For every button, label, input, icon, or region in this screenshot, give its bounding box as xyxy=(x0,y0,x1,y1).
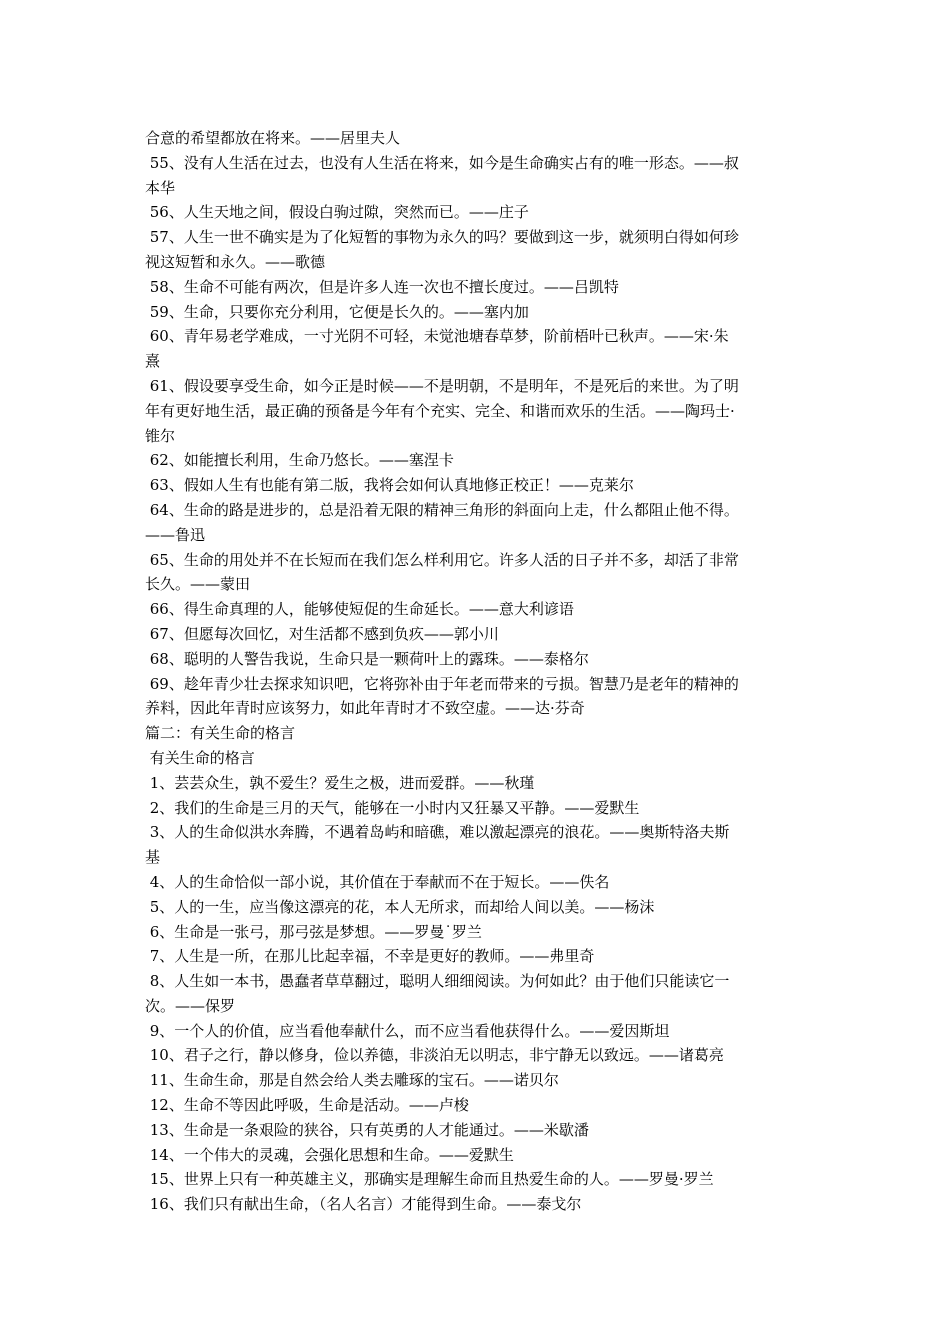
text-line: 58、生命不可能有两次，但是许多人连一次也不擅长度过。——吕凯特 xyxy=(145,277,619,296)
text-line: 年有更好地生活，最正确的预备是今年有个充实、完全、和谐而欢乐的生活。——陶玛士· xyxy=(145,401,735,420)
text-line: 63、假如人生有也能有第二版，我将会如何认真地修正校正！——克莱尔 xyxy=(145,476,634,495)
text-line: 10、君子之行，静以修身，俭以养德，非淡泊无以明志，非宁静无以致远。——诸葛亮 xyxy=(145,1046,724,1065)
text-line: 合意的希望都放在将来。——居里夫人 xyxy=(145,129,401,147)
text-line: 6、生命是一张弓，那弓弦是梦想。——罗曼˙罗兰 xyxy=(145,922,482,941)
text-line: ——鲁迅 xyxy=(145,525,206,544)
text-line: 次。——保罗 xyxy=(145,996,236,1015)
text-line: 67、但愿每次回忆，对生活都不感到负疚——郭小川 xyxy=(145,624,499,643)
text-line: 56、人生天地之间，假设白驹过隙，突然而已。——庄子 xyxy=(145,203,529,222)
subsection-heading: 有关生命的格言 xyxy=(145,748,255,767)
text-line: 基 xyxy=(145,848,161,867)
text-line: 13、生命是一条艰险的狭谷，只有英勇的人才能通过。——米歇潘 xyxy=(145,1120,589,1139)
text-line: 4、人的生命恰似一部小说，其价值在于奉献而不在于短长。——佚名 xyxy=(145,872,610,891)
text-line: 65、生命的用处并不在长短而在我们怎么样利用它。许多人活的日子并不多，却活了非常 xyxy=(145,550,739,569)
text-line: 视这短暂和永久。——歌德 xyxy=(145,252,326,271)
text-line: 60、青年易老学难成，一寸光阴不可轻，未觉池塘春草梦，阶前梧叶已秋声。——宋·朱 xyxy=(145,327,729,346)
text-line: 5、人的一生，应当像这漂亮的花，本人无所求，而却给人间以美。——杨沫 xyxy=(145,897,655,916)
text-line: 锥尔 xyxy=(145,426,176,445)
text-line: 11、生命生命，那是自然会给人类去雕琢的宝石。——诺贝尔 xyxy=(145,1071,559,1090)
document-body xyxy=(145,126,809,1217)
text-line: 69、趁年青少壮去探求知识吧，它将弥补由于年老而带来的亏损。智慧乃是老年的精神的 xyxy=(145,674,739,693)
text-line: 3、人的生命似洪水奔腾，不遇着岛屿和暗礁，难以激起漂亮的浪花。——奥斯特洛夫斯 xyxy=(145,823,730,842)
text-line: 57、人生一世不确实是为了化短暂的事物为永久的吗？要做到这一步，就须明白得如何珍 xyxy=(145,228,739,247)
text-line: 1、芸芸众生，孰不爱生？爱生之极，进而爱群。——秋瑾 xyxy=(145,773,535,792)
text-line: 9、一个人的价值，应当看他奉献什么，而不应当看他获得什么。——爱因斯坦 xyxy=(145,1021,670,1040)
text-line: 12、生命不等因此呼吸，生命是活动。——卢梭 xyxy=(145,1096,469,1115)
text-line: 长久。——蒙田 xyxy=(145,575,251,594)
text-line: 7、人生是一所，在那儿比起幸福，不幸是更好的教师。——弗里奇 xyxy=(145,947,595,966)
text-line: 64、生命的路是进步的，总是沿着无限的精神三角形的斜面向上走，什么都阻止他不得。 xyxy=(145,500,739,519)
text-line: 61、假设要享受生命，如今正是时候——不是明朝，不是明年，不是死后的来世。为了明 xyxy=(145,376,739,395)
text-line: 62、如能擅长利用，生命乃悠长。——塞涅卡 xyxy=(145,451,454,470)
text-line: 15、世界上只有一种英雄主义，那确实是理解生命而且热爱生命的人。——罗曼·罗兰 xyxy=(145,1170,714,1189)
text-line: 本华 xyxy=(145,178,176,197)
text-line: 2、我们的生命是三月的天气，能够在一小时内又狂暴又平静。——爱默生 xyxy=(145,798,640,817)
text-line: 55、没有人生活在过去，也没有人生活在将来，如今是生命确实占有的唯一形态。——叔 xyxy=(145,153,739,172)
text-line: 66、得生命真理的人，能够使短促的生命延长。——意大利谚语 xyxy=(145,600,574,619)
text-line: 14、一个伟大的灵魂，会强化思想和生命。——爱默生 xyxy=(145,1145,514,1164)
text-line: 养料，因此年青时应该努力，如此年青时才不致空虚。——达·芬奇 xyxy=(145,699,585,718)
section-heading: 篇二：有关生命的格言 xyxy=(145,724,296,743)
text-line: 59、生命，只要你充分利用，它便是长久的。——塞内加 xyxy=(145,302,529,321)
text-line: 68、聪明的人警告我说，生命只是一颗荷叶上的露珠。——泰格尔 xyxy=(145,649,589,668)
text-line: 8、人生如一本书，愚蠢者草草翻过，聪明人细细阅读。为何如此？由于他们只能读它一 xyxy=(145,972,730,991)
text-line: 熹 xyxy=(145,352,161,371)
text-line: 16、我们只有献出生命，（名人名言）才能得到生命。——泰戈尔 xyxy=(145,1195,582,1214)
